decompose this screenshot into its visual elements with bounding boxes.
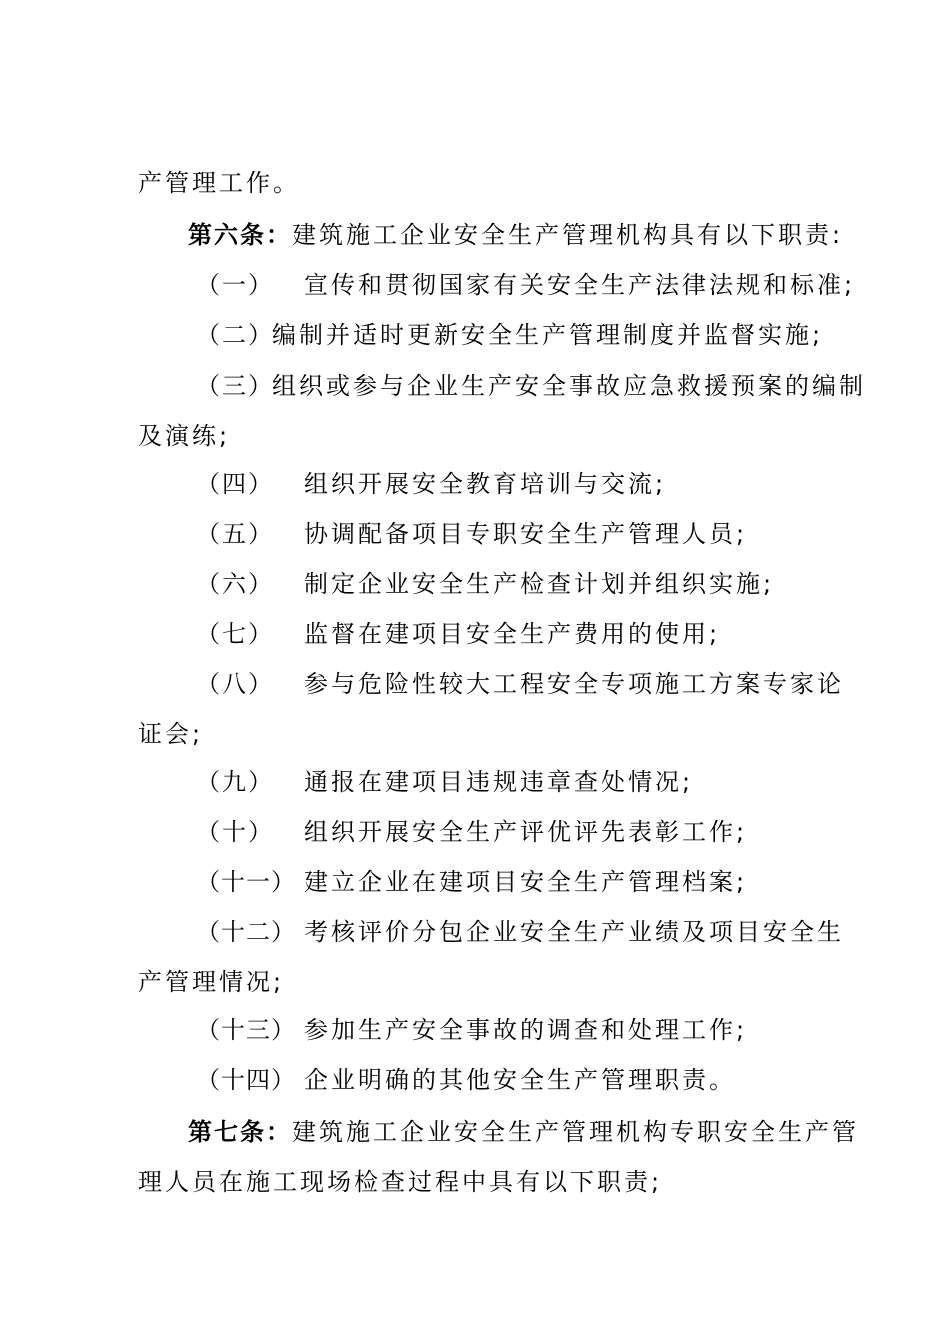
list-item-7 [196, 619, 896, 649]
item-text: 证会; [138, 720, 204, 748]
list-item-9 [196, 767, 896, 797]
item-number: （五） [196, 520, 274, 548]
list-item-4 [196, 469, 896, 499]
article7-text: 建筑施工企业安全生产管理机构专职安全生产管 [292, 1118, 859, 1146]
item-number: （四） [196, 470, 274, 498]
list-item-12 [196, 917, 896, 947]
item-text: 企业明确的其他安全生产管理职责。 [304, 1066, 736, 1094]
item-text: 参与危险性较大工程安全专项施工方案专家论 [304, 670, 844, 698]
article6-line [188, 220, 888, 250]
item-text: 宣传和贯彻国家有关安全生产法律法规和标准; [304, 271, 856, 299]
list-item-5 [196, 519, 896, 549]
list-item-8-continuation [138, 719, 838, 749]
list-item-2 [196, 320, 896, 350]
item-number: （三） [196, 372, 274, 400]
item-number: （一） [196, 271, 274, 299]
item-number: （六） [196, 570, 274, 598]
item-number: （十二） [196, 918, 296, 946]
list-item-6 [196, 569, 896, 599]
item-text: 组织开展安全生产评优评先表彰工作; [304, 818, 748, 846]
item-text: 组织开展安全教育培训与交流; [304, 470, 667, 498]
item-text: 编制并适时更新安全生产管理制度并监督实施; [272, 321, 824, 349]
list-item-3 [196, 371, 896, 401]
item-text: 制定企业安全生产检查计划并组织实施; [304, 570, 775, 598]
item-text: 及演练; [138, 422, 231, 450]
item-number: （十一） [196, 868, 296, 896]
item-number: （十四） [196, 1066, 296, 1094]
continuation-line [138, 168, 838, 198]
item-number: （八） [196, 670, 274, 698]
list-item-3-continuation [138, 421, 838, 451]
item-number: （二） [196, 321, 274, 349]
item-text: 产管理情况; [138, 968, 285, 996]
list-item-8 [196, 669, 896, 699]
article6-heading: 第六条： [188, 221, 292, 249]
item-number: （九） [196, 768, 274, 796]
item-text: 组织或参与企业生产安全事故应急救援预案的编制 [272, 372, 866, 400]
list-item-11 [196, 867, 896, 897]
item-text: 通报在建项目违规违章查处情况; [304, 768, 694, 796]
item-number: （十三） [196, 1016, 296, 1044]
list-item-10 [196, 817, 896, 847]
list-item-14 [196, 1065, 896, 1095]
article7-continuation [138, 1167, 838, 1197]
article7-line [188, 1117, 888, 1147]
list-item-12-continuation [138, 967, 838, 997]
item-text: 建立企业在建项目安全生产管理档案; [304, 868, 748, 896]
item-number: （十） [196, 818, 274, 846]
list-item-1 [196, 270, 896, 300]
item-text: 监督在建项目安全生产费用的使用; [304, 620, 721, 648]
item-text: 考核评价分包企业安全生产业绩及项目安全生 [304, 918, 844, 946]
article6-text: 建筑施工企业安全生产管理机构具有以下职责: [292, 221, 844, 249]
continuation-text: 产管理工作。 [138, 169, 300, 197]
item-text: 协调配备项目专职安全生产管理人员; [304, 520, 748, 548]
item-number: （七） [196, 620, 274, 648]
list-item-13 [196, 1015, 896, 1045]
item-text: 参加生产安全事故的调查和处理工作; [304, 1016, 748, 1044]
article7-heading: 第七条： [188, 1118, 292, 1146]
article7-cont-text: 理人员在施工现场检查过程中具有以下职责; [138, 1168, 663, 1196]
